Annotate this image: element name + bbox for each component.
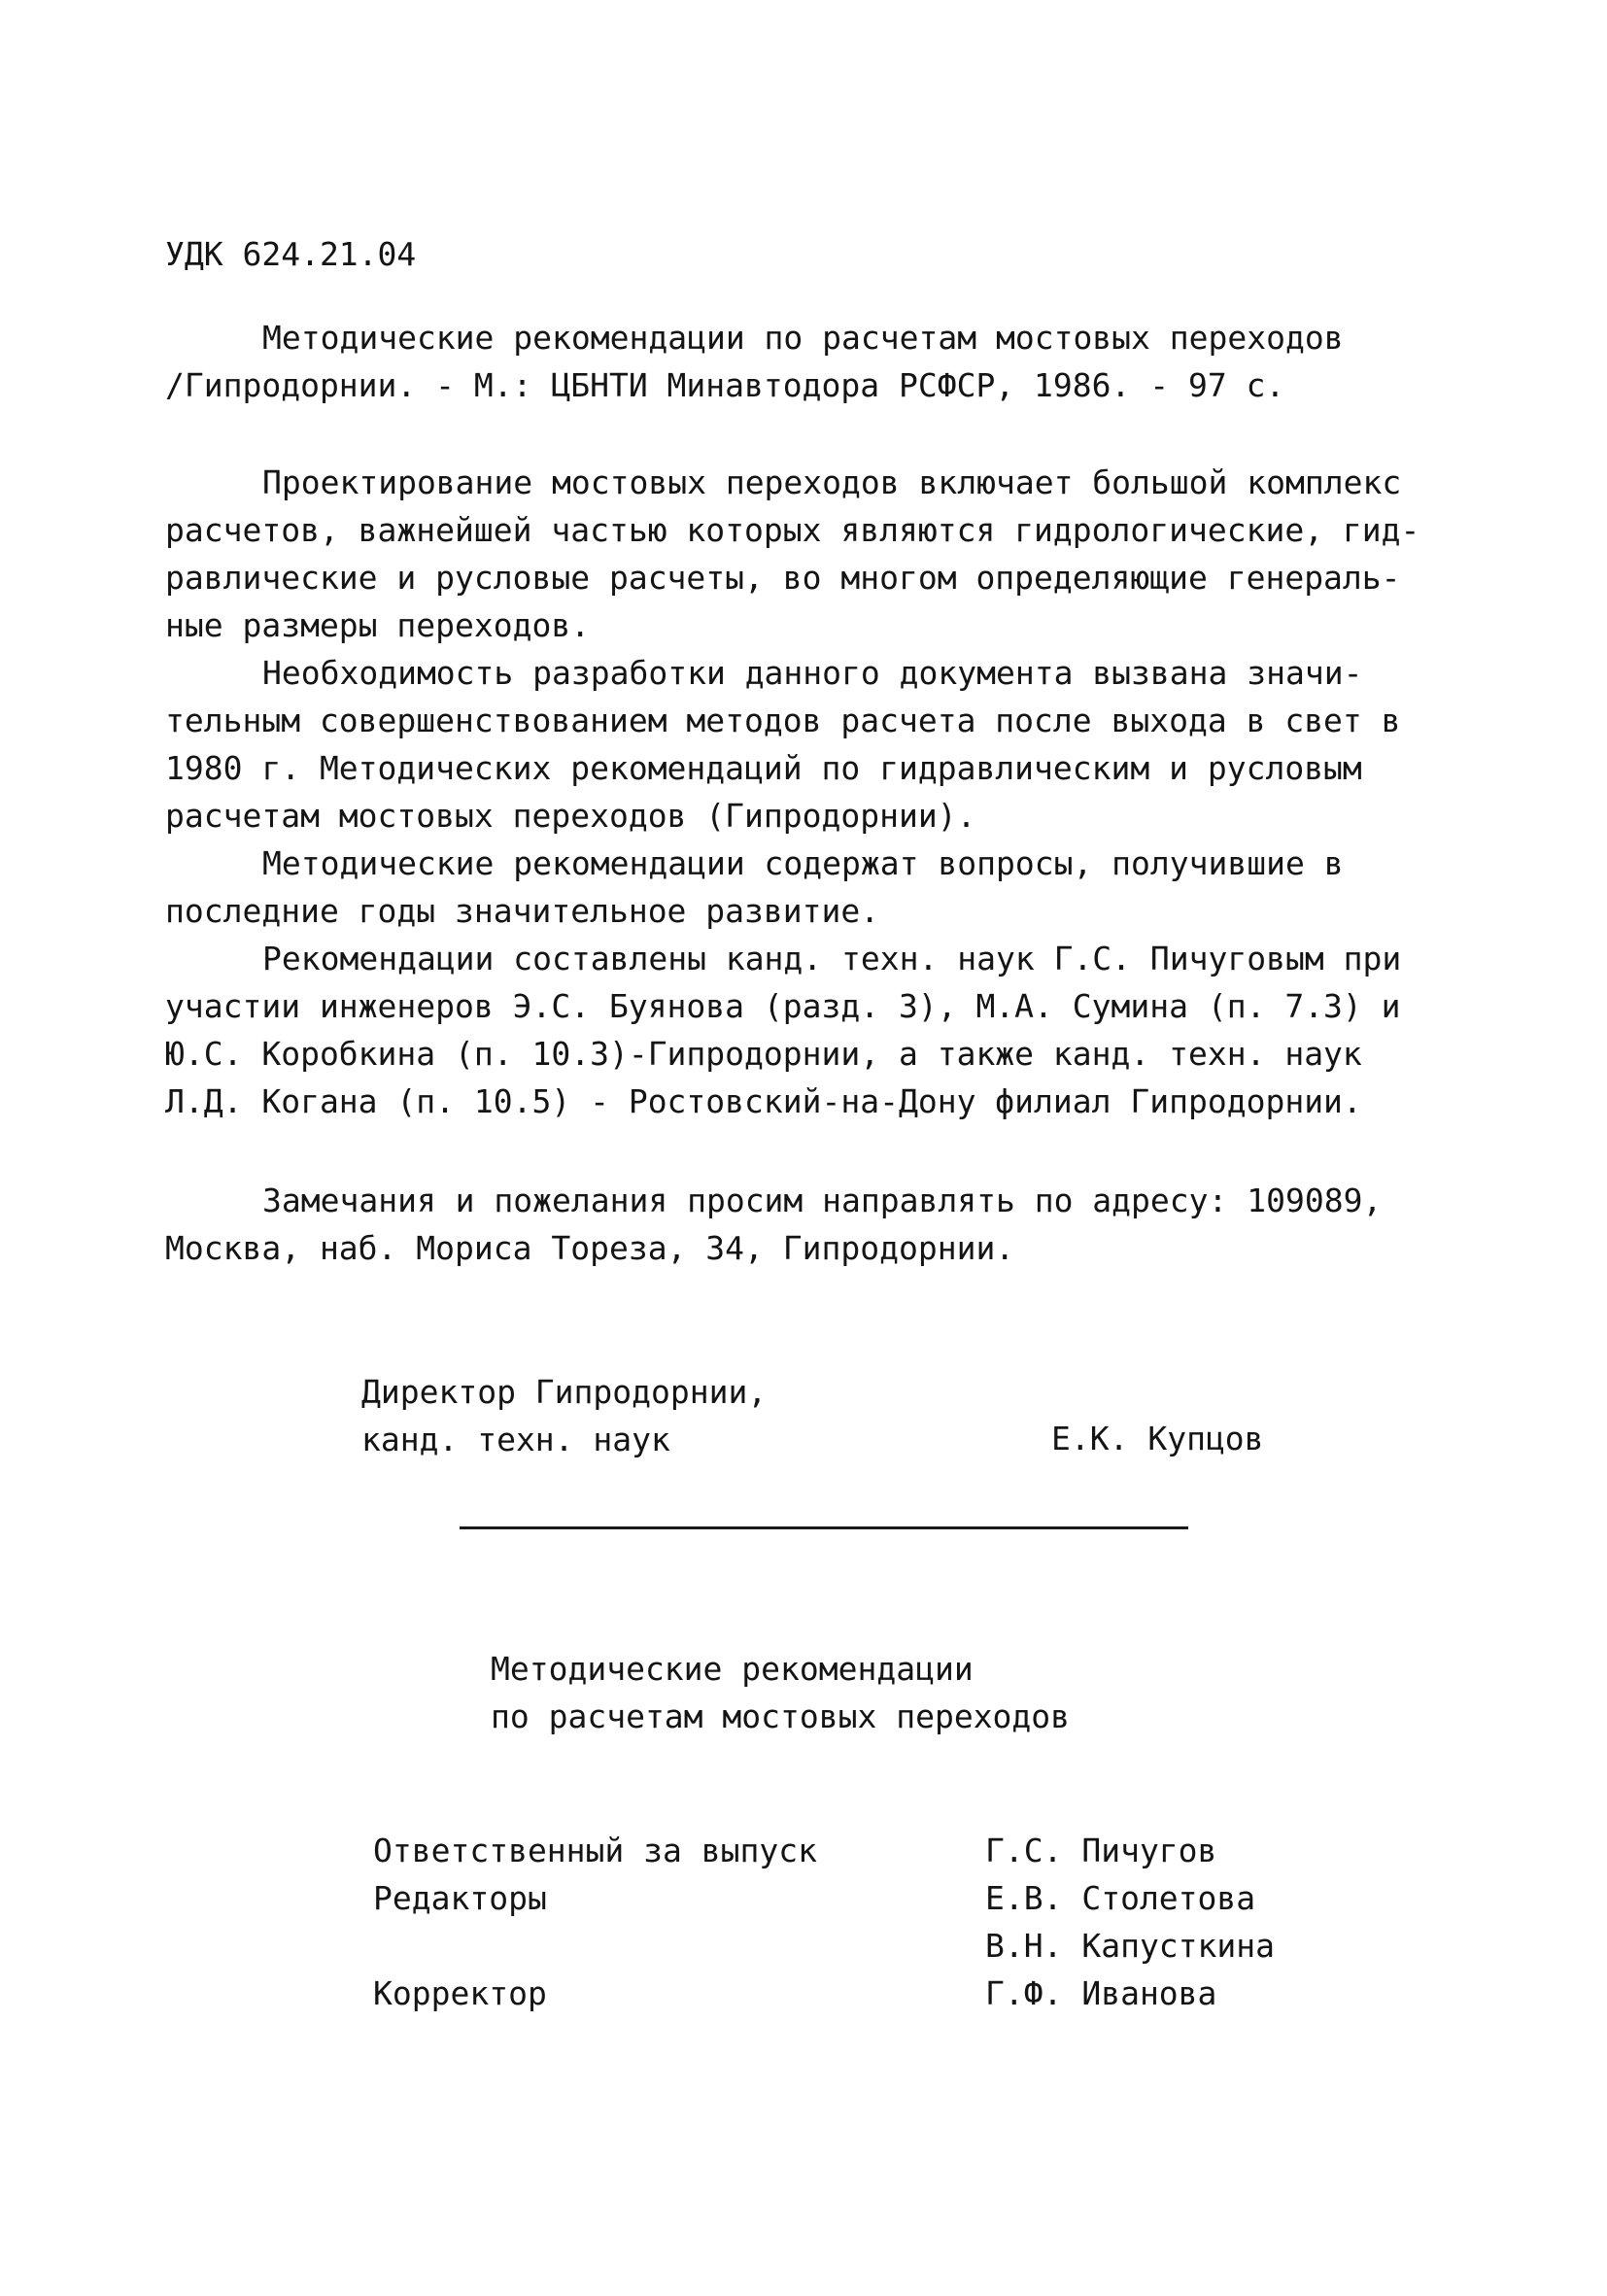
annotation-line: Рекомендации составлены канд. техн. наук Г.С. Пичуговым при <box>262 940 1402 977</box>
annotation-line: тельным совершенствованием методов расчета после выхода в свет в <box>165 702 1401 739</box>
udk-text: УДК 624.21.04 <box>165 235 417 273</box>
remarks-line-1: Замечания и пожелания просим направлять по адресу: 109089, <box>262 1182 1383 1219</box>
annotation-line: Методические рекомендации содержат вопросы, получившие в <box>262 844 1344 882</box>
annotation-line: Ю.С. Коробкина (п. 10.3)-Гипродорнии, а также канд. техн. наук <box>165 1035 1362 1073</box>
credits-row <box>373 1827 1275 1874</box>
director-title <box>361 1368 767 1463</box>
credits-row <box>373 1970 1275 2017</box>
credit-role: Ответственный за выпуск <box>373 1832 817 1869</box>
annotation-line: Необходимость разработки данного документа вызвана значи- <box>262 654 1363 692</box>
credit-role: Редакторы <box>373 1879 547 1917</box>
director-title-line-2: канд. техн. наук <box>361 1421 670 1458</box>
credit-role: Корректор <box>373 1974 547 2012</box>
credit-role <box>373 1922 985 1970</box>
annotation-line: участии инженеров Э.С. Буянова (разд. 3), М.А. Сумина (п. 7.3) и <box>165 987 1401 1025</box>
remarks-address <box>165 1177 1382 1272</box>
annotation-line: Проектирование мостовых переходов включает большой комплекс <box>262 463 1402 501</box>
annotation-line: равлические и русловые расчеты, во многом определяющие генераль- <box>165 559 1401 597</box>
credit-name: Г.С. Пичугов <box>985 1832 1217 1869</box>
bibliographic-reference <box>165 314 1344 409</box>
credits-table <box>373 1827 1275 2017</box>
annotation-line: 1980 г. Методических рекомендаций по гидравлическим и русловым <box>165 749 1362 787</box>
remarks-line-2: Москва, наб. Мориса Тореза, 34, Гипродорнии. <box>165 1229 1015 1267</box>
annotation-line: расчетам мостовых переходов (Гипродорнии). <box>165 797 976 835</box>
annotation-line: расчетов, важнейшей частью которых являются гидрологические, гид- <box>165 511 1420 549</box>
annotation-line: ные размеры переходов. <box>165 606 591 644</box>
publication-title <box>491 1645 1070 1740</box>
annotation <box>165 459 1419 1125</box>
director-title-line-1: Директор Гипродорнии, <box>361 1373 768 1411</box>
annotation-line: последние годы значительное развитие. <box>165 892 880 930</box>
annotation-line: Л.Д. Когана (п. 10.5) - Ростовский-на-Дону филиал Гипродорнии. <box>165 1082 1362 1120</box>
director-signature <box>1051 1415 1264 1462</box>
publication-title-line-2: по расчетам мостовых переходов <box>491 1697 1071 1735</box>
director-name: Е.К. Купцов <box>1051 1420 1264 1457</box>
udk-code <box>165 230 416 278</box>
biblio-line-1: Методические рекомендации по расчетам мостовых переходов <box>262 319 1344 357</box>
credit-name: В.Н. Капусткина <box>985 1927 1276 1965</box>
credit-name: Е.В. Столетова <box>985 1879 1256 1917</box>
biblio-line-2: /Гипродорнии. - М.: ЦБНТИ Минавтодора РСФСР, 1986. - 97 с. <box>165 366 1285 404</box>
credits-row <box>373 1874 1275 1922</box>
credit-name: Г.Ф. Иванова <box>985 1974 1217 2012</box>
divider-line <box>460 1526 1188 1529</box>
publication-title-line-1: Методические рекомендации <box>491 1650 974 1688</box>
credits-row <box>373 1922 1275 1970</box>
